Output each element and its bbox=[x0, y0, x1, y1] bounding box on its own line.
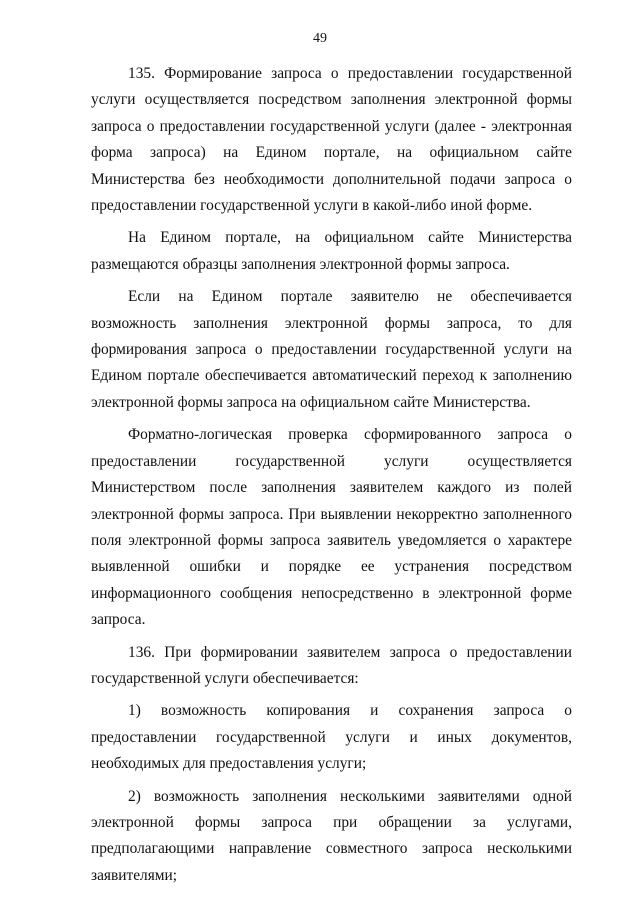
list-item-1: 1) возможность копирования и сохранения запроса о предоставлении государственной услуги и иных документов, необходимых для предоставления услуги; bbox=[91, 702, 572, 773]
paragraph-sample-forms: На Едином портале, на официальном сайте Министерства размещаются образцы заполнения электронной формы запроса. bbox=[91, 229, 572, 273]
page-number: 49 bbox=[313, 31, 327, 46]
paragraph-format-check: Форматно-логическая проверка сформированного запроса о предоставлении государственной услуги осуществляется Министерством после заполнения заявителем каждого из полей электронной формы запроса. При выявлении некорректно заполненного поля электронной формы запроса заявитель уведомляется о характере выявленной ошибки и порядке ее устранения посредством информационного сообщения непосредственно в электронной форме запроса. bbox=[91, 426, 572, 629]
paragraph-136: 136. При формировании заявителем запроса о предоставлении государственной услуги обеспечивается: bbox=[91, 643, 572, 687]
paragraph-auto-redirect: Если на Едином портале заявителю не обеспечивается возможность заполнения электронной формы запроса, то для формирования запроса о предоставлении государственной услуги на Едином портале обеспечивается автоматический переход к заполнению электронной формы запроса на официальном сайте Министерства. bbox=[91, 288, 572, 411]
paragraph-135: 135. Формирование запроса о предоставлении государственной услуги осуществляется посредством заполнения электронной формы запроса о предоставлении государственной услуги (далее - электронная форма запроса) на Едином портале, на официальном сайте Министерства без необходимости дополнительной подачи запроса о предоставлении государственной услуги в какой-либо иной форме. bbox=[91, 65, 572, 215]
document-body bbox=[91, 61, 572, 895]
list-item-2: 2) возможность заполнения несколькими заявителями одной электронной формы запроса при обращении за услугами, предполагающими направление совместного запроса несколькими заявителями; bbox=[91, 787, 572, 884]
